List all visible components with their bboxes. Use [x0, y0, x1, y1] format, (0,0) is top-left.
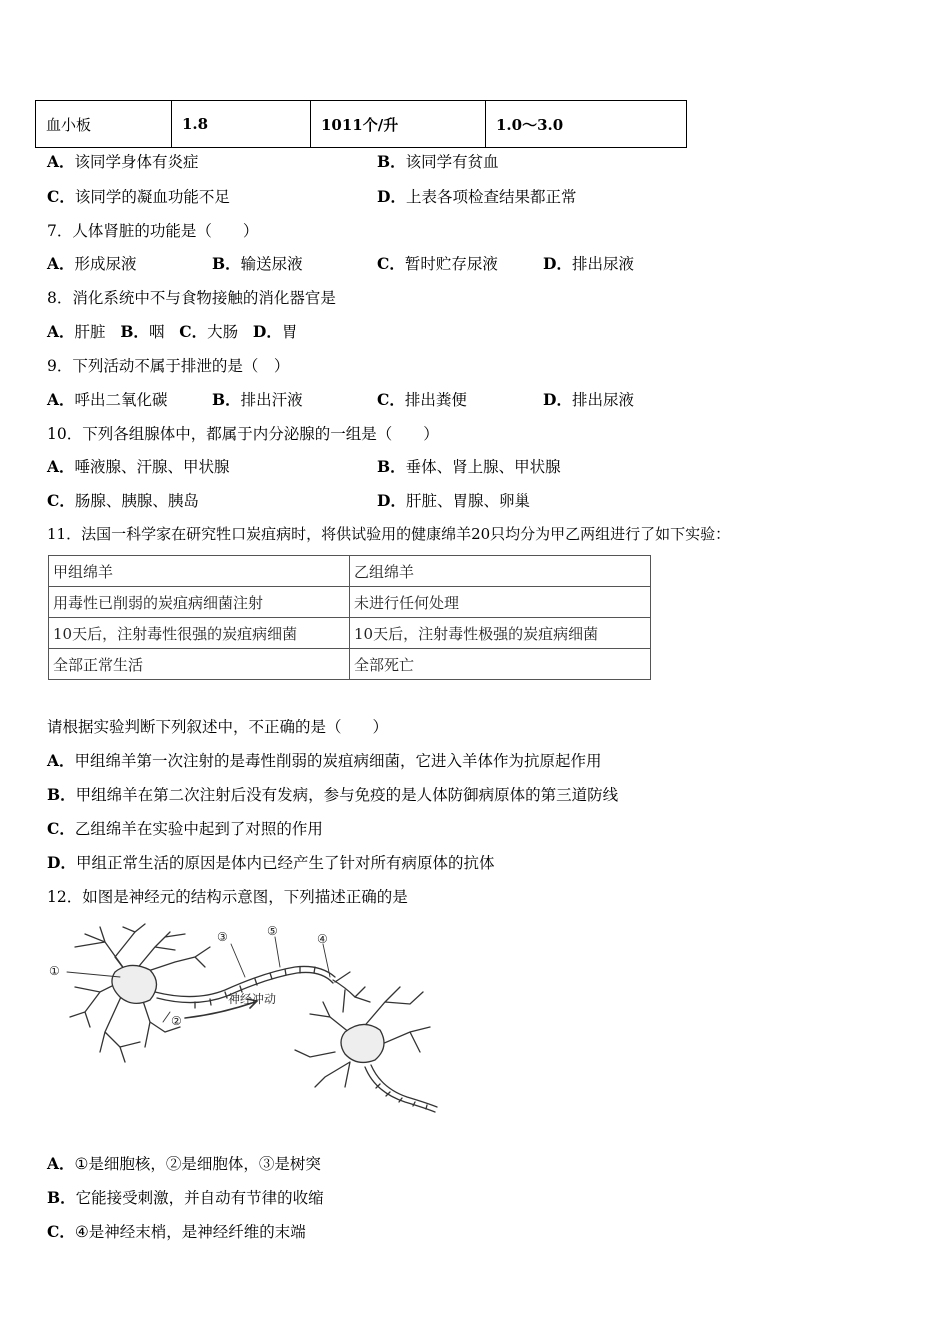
q9-option-b: B．排出汗液: [212, 390, 303, 409]
blood-test-table: [35, 100, 687, 148]
q10-option-a: A．唾液腺、汗腺、甲状腺: [47, 457, 230, 476]
q12-option-a: A．①是细胞核，②是细胞体，③是树突: [47, 1154, 321, 1173]
q10-option-c: C．肠腺、胰腺、胰岛: [47, 491, 199, 510]
q8-options: A．肝脏 B．咽 C．大肠 D．胃: [47, 322, 298, 341]
table-cell: 1.8: [172, 101, 311, 148]
table-cell: 血小板: [36, 101, 172, 148]
table-cell: 甲组绵羊: [49, 556, 350, 587]
q6-option-a: A．该同学身体有炎症: [47, 152, 199, 171]
q11-option-d: D．甲组正常生活的原因是体内已经产生了针对所有病原体的抗体: [47, 853, 495, 872]
neuron-diagram: [45, 922, 440, 1122]
q11-option-c: C．乙组绵羊在实验中起到了对照的作用: [47, 819, 323, 838]
table-cell: 全部死亡: [350, 649, 651, 680]
table-row: [49, 649, 651, 680]
label-3: ③: [217, 930, 228, 944]
q10-option-b: B．垂体、肾上腺、甲状腺: [377, 457, 561, 476]
table-cell: 用毒性已削弱的炭疽病细菌注射: [49, 587, 350, 618]
neuron-figure: [45, 922, 440, 1122]
table-cell: 未进行任何处理: [350, 587, 651, 618]
q9-option-a: A．呼出二氧化碳: [47, 390, 168, 409]
q10-stem: 10．下列各组腺体中，都属于内分泌腺的一组是（ ）: [47, 425, 439, 443]
q11-stem: 11．法国一科学家在研究牲口炭疽病时，将供试验用的健康绵羊20只均分为甲乙两组进行了如下实验：: [47, 525, 731, 543]
q9-stem: 9．下列活动不属于排泄的是（ ）: [47, 357, 290, 375]
q12-stem: 12．如图是神经元的结构示意图，下列描述正确的是: [47, 888, 408, 906]
q7-option-a: A．形成尿液: [47, 254, 137, 273]
table-cell: 1011个/升: [311, 101, 486, 148]
q6-option-b: B．该同学有贫血: [377, 152, 499, 171]
label-2: ②: [171, 1014, 182, 1028]
label-5: ⑤: [267, 924, 278, 938]
table-row: [49, 587, 651, 618]
table-cell: 全部正常生活: [49, 649, 350, 680]
q9-option-c: C．排出粪便: [377, 390, 467, 409]
q12-option-c: C．④是神经末梢，是神经纤维的末端: [47, 1222, 306, 1241]
q12-option-b: B．它能接受刺激，并自动有节律的收缩: [47, 1188, 324, 1207]
table-row: [49, 556, 651, 587]
q7-stem: 7．人体肾脏的功能是（ ）: [47, 222, 259, 240]
table-cell: 10天后，注射毒性很强的炭疽病细菌: [49, 618, 350, 649]
q6-option-c: C．该同学的凝血功能不足: [47, 187, 230, 206]
q10-option-d: D．肝脏、胃腺、卵巢: [377, 491, 530, 510]
q8-stem: 8．消化系统中不与食物接触的消化器官是: [47, 289, 336, 307]
q11-option-a: A．甲组绵羊第一次注射的是毒性削弱的炭疽病细菌，它进入羊体作为抗原起作用: [47, 751, 602, 770]
q11-option-b: B．甲组绵羊在第二次注射后没有发病，参与免疫的是人体防御病原体的第三道防线: [47, 785, 619, 804]
label-4: ④: [317, 932, 328, 946]
experiment-table: [48, 555, 651, 680]
table-row: [49, 618, 651, 649]
q6-option-d: D．上表各项检查结果都正常: [377, 187, 577, 206]
q7-option-c: C．暂时贮存尿液: [377, 254, 498, 273]
q11-question: 请根据实验判断下列叙述中，不正确的是（ ）: [47, 718, 389, 736]
q9-option-d: D．排出尿液: [543, 390, 634, 409]
table-cell: 1.0～3.0: [486, 101, 687, 148]
q7-option-d: D．排出尿液: [543, 254, 634, 273]
label-1: ①: [49, 964, 60, 978]
table-cell: 乙组绵羊: [350, 556, 651, 587]
table-cell: 10天后，注射毒性极强的炭疽病细菌: [350, 618, 651, 649]
q7-option-b: B．输送尿液: [212, 254, 303, 273]
table-row: [36, 101, 687, 148]
label-impulse: 神经冲动: [228, 992, 277, 1006]
